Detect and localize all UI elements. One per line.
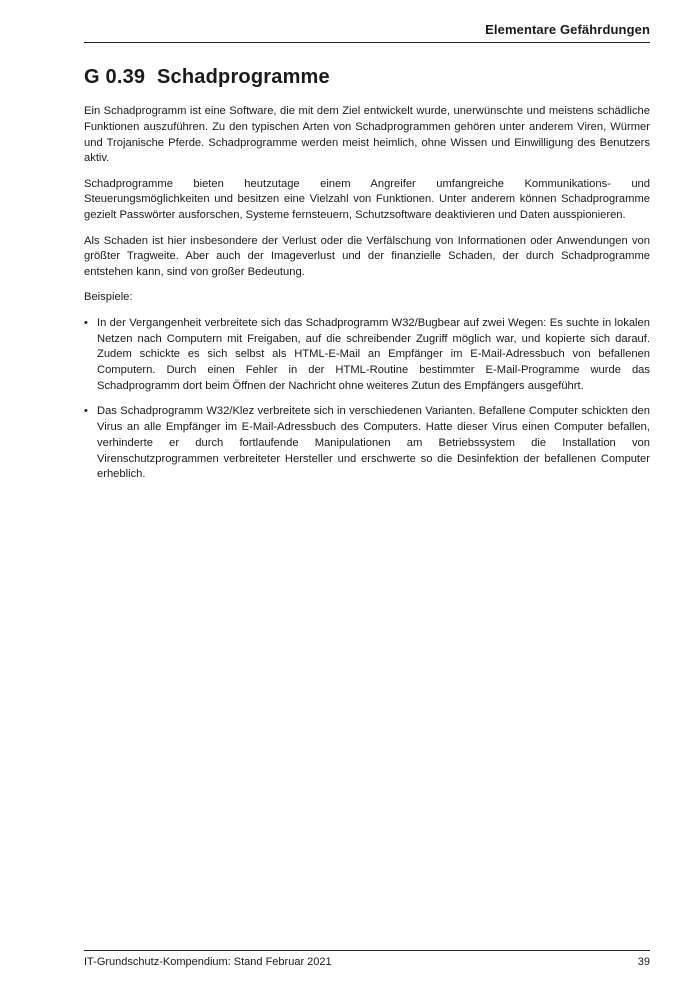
page-number: 39: [637, 956, 650, 968]
examples-list: [84, 316, 650, 483]
list-item-text: Das Schadprogramm W32/Klez verbreitete sich in verschiedenen Varianten. Befallene Computer schickten den Virus an alle Empfänger im E-Mail-Adressbuch des Computers. Hatte dieser Virus einen Computer befallen, verhinderte er durch fortlaufende Manipulationen am Betriebssystem die Installation von Virenschutzprogrammen verbreiteter Hersteller und erschwerte so die Desinfektion der befallenen Computer erheblich.: [97, 405, 650, 481]
paragraph-damage: Als Schaden ist hier insbesondere der Verlust oder die Verfälschung von Informationen oder Anwendungen von größter Tragweite. Aber auch der Imageverlust und der finanzielle Schaden, der durch Schadprogramme entstehen kann, sind von großer Bedeutung.: [84, 234, 650, 279]
paragraph-capabilities: Schadprogramme bieten heutzutage einem Angreifer umfangreiche Kommunikations- und Steuerungsmöglichkeiten und besitzen eine Vielzahl von Funktionen. Unter anderem können Schadprogramme gezielt Passwörter ausforschen, Systeme fernsteuern, Schutzsoftware deaktivieren und Daten ausspionieren.: [84, 177, 650, 222]
bullet-icon: •: [84, 316, 88, 329]
paragraph-intro: Ein Schadprogramm ist eine Software, die mit dem Ziel entwickelt wurde, unerwünschte und meistens schädliche Funktionen auszuführen. Zu den typischen Arten von Schadprogrammen gehören unter anderem Viren, Würmer und Trojanische Pferde. Schadprogramme werden meist heimlich, ohne Wissen und Einwilligung des Benutzers aktiv.: [84, 105, 650, 165]
footer-source: IT-Grundschutz-Kompendium: Stand Februar 2021: [84, 956, 332, 968]
body-content: [84, 104, 650, 493]
paragraph-examples-label: Beispiele:: [84, 291, 133, 304]
threat-number: G 0.39: [84, 66, 146, 88]
page-title: [84, 66, 330, 89]
list-item: [84, 404, 650, 483]
threat-title: Schadprogramme: [157, 66, 330, 88]
section-title: Elementare Gefährdungen: [485, 22, 650, 37]
page-header: [84, 20, 650, 43]
list-item-text: In der Vergangenheit verbreitete sich das Schadprogramm W32/Bugbear auf zwei Wegen: Es suchte in lokalen Netzen nach Computern mit Freigaben, auf die schreibender Zugriff möglich war, und kopierte sich darauf. Zudem schickte es sich selbst als HTML-E-Mail an Empfänger im E-Mail-Adressbuch von befallenen Computern. Durch einen Fehler in der HTML-Routine bestimmter E-Mail-Programme wurde das Schadprogramm dort beim Öffnen der Nachricht ohne weiteres Zutun des Empfängers ausgeführt.: [97, 316, 650, 392]
page-footer: [84, 950, 650, 971]
list-item: [84, 316, 650, 395]
bullet-icon: •: [84, 405, 88, 418]
